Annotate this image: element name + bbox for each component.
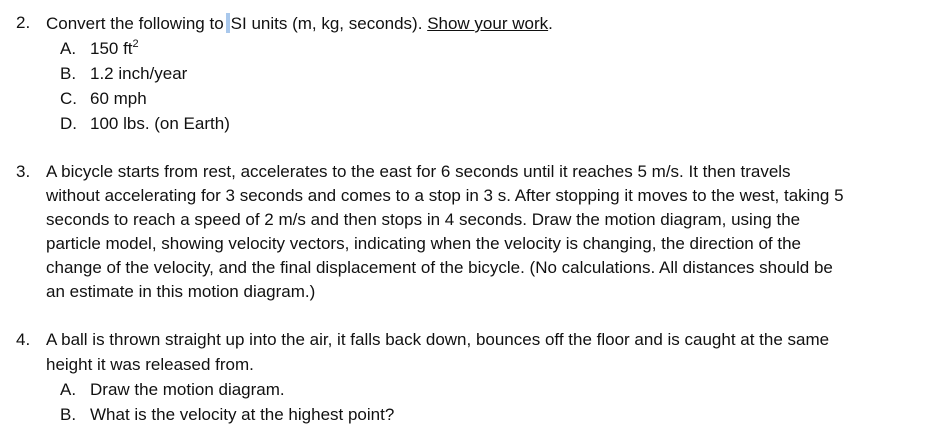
item-text [90, 39, 139, 59]
question-3-line: change of the velocity, and the final displacement of the bicycle. (No calculations. All distances should be [46, 258, 833, 277]
item-a-value: 150 ft [90, 39, 133, 58]
question-3-line: seconds to reach a speed of 2 m/s and then stops in 4 seconds. Draw the motion diagram, using the [46, 210, 801, 229]
item-letter: A. [60, 380, 77, 399]
question-4-line: height it was released from. [46, 355, 254, 374]
question-number: 2. [16, 13, 31, 32]
prompt-text-cont: SI units (m, kg, seconds). [230, 14, 423, 33]
item-letter: A. [60, 39, 77, 58]
question-number: 3. [16, 162, 31, 181]
question-3-line: particle model, showing velocity vectors, indicating when the velocity is changing, the direction of the [46, 234, 802, 253]
item-text: Draw the motion diagram. [90, 380, 285, 399]
question-2-prompt [46, 13, 553, 34]
prompt-end: . [548, 14, 553, 33]
superscript: 2 [132, 38, 139, 50]
item-letter: B. [60, 64, 77, 83]
question-3-line: A bicycle starts from rest, accelerates to the east for 6 seconds until it reaches 5 m/s. It then travels [46, 162, 791, 181]
item-text: 1.2 inch/year [90, 64, 188, 83]
item-letter: D. [60, 114, 77, 133]
question-3-line: without accelerating for 3 seconds and comes to a stop in 3 s. After stopping it moves to the west, taking 5 [46, 186, 844, 205]
item-text: 60 mph [90, 89, 147, 108]
show-work-underlined: Show your work [427, 14, 549, 33]
text-cursor [226, 13, 230, 33]
question-number: 4. [16, 330, 31, 349]
item-letter: B. [60, 405, 77, 424]
prompt-text: Convert the following to [46, 14, 224, 33]
question-4-line: A ball is thrown straight up into the air, it falls back down, bounces off the floor and is caught at the same [46, 330, 830, 349]
question-3-line: an estimate in this motion diagram.) [46, 282, 316, 301]
item-text: 100 lbs. (on Earth) [90, 114, 230, 133]
item-letter: C. [60, 89, 77, 108]
item-text: What is the velocity at the highest point? [90, 405, 395, 424]
